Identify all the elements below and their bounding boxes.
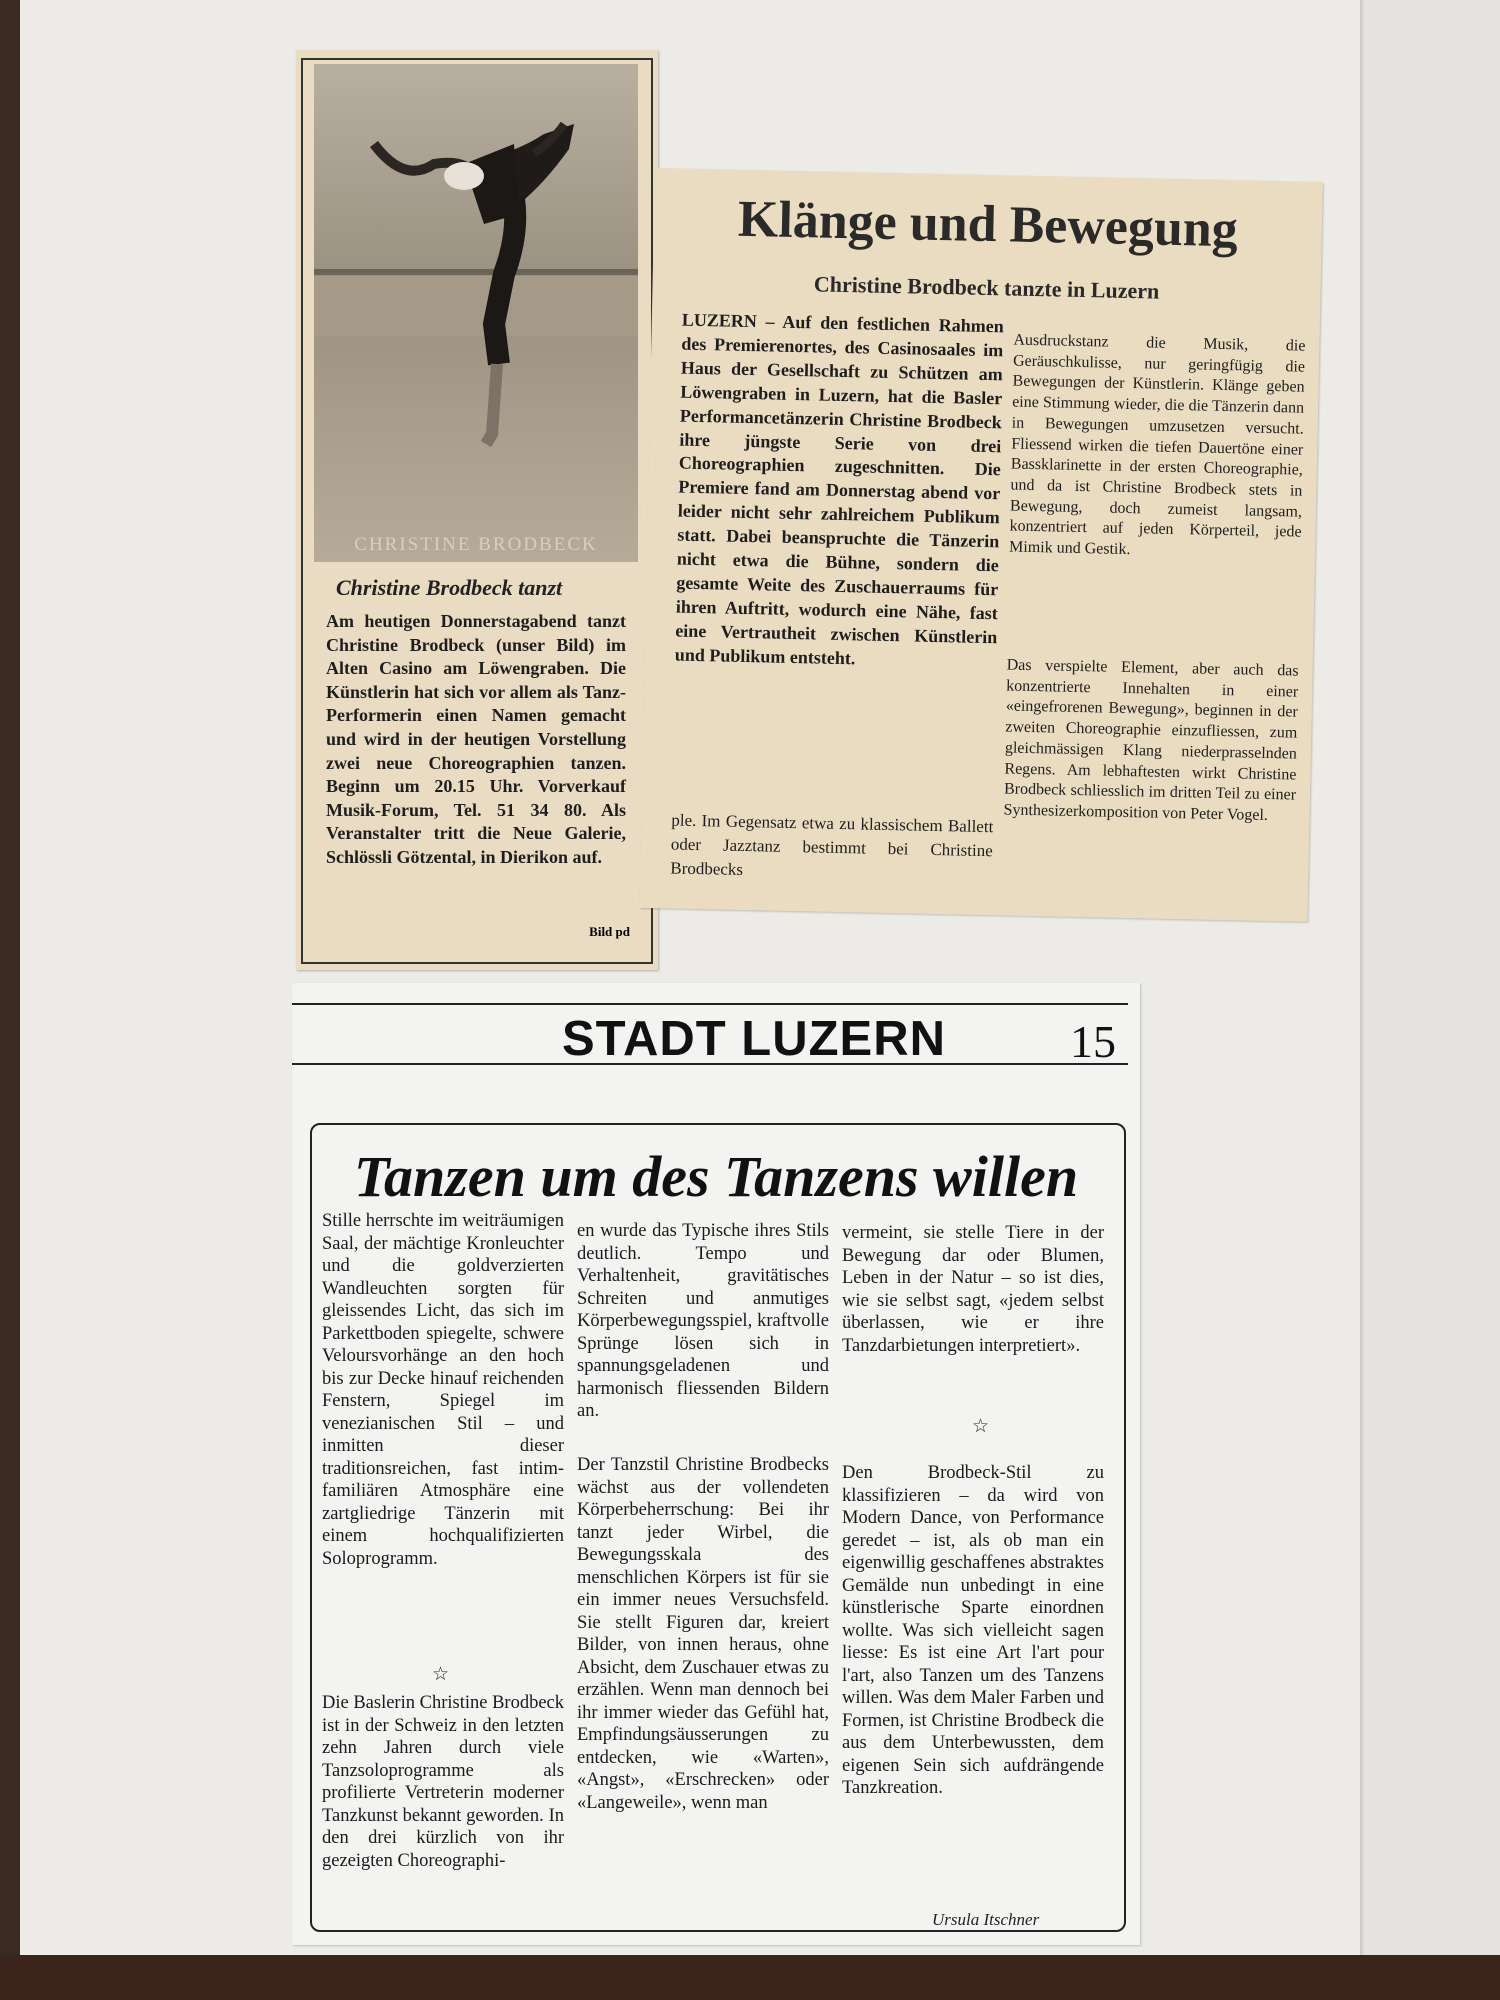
review-headline: Klänge und Bewegung: [737, 190, 1239, 259]
section-title: STADT LUZERN: [562, 1012, 946, 1066]
clipping-feature: [292, 983, 1140, 1945]
table-surface: [0, 1955, 1500, 2000]
announcement-body: Am heutigen Donnerstagabend tanzt Christine Brodbeck (unser Bild) im Alten Casino am Löwengraben. Die Künstlerin hat sich vor allem als Tanz-Performerin einen Namen gemacht und wird in der heutigen Vorstellung zwei neue Choreographien tanzen. Beginn um 20.15 Uhr. Vorverkauf Musik-Forum, Tel. 51 34 80. Als Veranstalter tritt die Neue Galerie, Schlössli Götzental, in Dierikon auf.: [326, 611, 626, 867]
facing-page: [1365, 0, 1500, 2000]
clipping-announcement: [296, 50, 658, 970]
photo-credit: Bild pd: [589, 924, 630, 939]
section-rule-bottom: [292, 1063, 1128, 1065]
feature-column2-paragraph2: Der Tanzstil Christine Brodbecks wächst aus der vollendeten Körperbeherrschung: Bei ihr tanzt jeder Wirbel, die Bewegungsskala des menschlichen Körpers ist für sie ein immer neues Versuchsfeld. Sie stellt Figuren dar, kreiert Bilder, von innen heraus, ohne Absicht, dem Zuschauer etwas zu erzählen. Wenn man dennoch bei ihr immer wieder das Gefühl hat, Empfindungsäusserungen zu entdecken, wie «Warten», «Angst», «Erschrecken» oder «Langeweile», wenn man: [577, 1455, 829, 1813]
clipping-review: [640, 168, 1323, 922]
star-separator: ☆: [972, 1416, 990, 1437]
author-byline: Ursula Itschner: [932, 1910, 1040, 1929]
review-column1-end: ple. Im Gegensatz etwa zu klassischem Ballett oder Jazztanz bestimmt bei Christine Brodbecks: [670, 810, 994, 879]
feature-column1-paragraph2: Die Baslerin Christine Brodbeck ist in der Schweiz in den letzten zehn Jahren durch viele Tanzsoloprogramme als profilierte Vertreterin moderner Tanzkunst bekannt geworden. In den drei kürzlich von ihr gezeigten Choreographi-: [322, 1693, 564, 1871]
star-separator: ☆: [432, 1664, 450, 1685]
dancer-photo: [314, 64, 638, 562]
announcement-headline: Christine Brodbeck tanzt: [336, 575, 563, 600]
review-subheadline: Christine Brodbeck tanzte in Luzern: [813, 271, 1160, 304]
feature-column3-paragraph1: vermeint, sie stelle Tiere in der Bewegung dar oder Blumen, Leben in der Natur – so ist dies, wie sie selbst sagt, «jedem selbst überlassen, wie er ihre Tanzdarbietungen interpretiert».: [842, 1223, 1104, 1356]
review-column2-paragraph2: Das verspielte Element, aber auch das konzentrierte Innehalten in einer «eingefrorenen Bewegung», beginnen in der zweiten Choreographie einzufliessen, zum gleichmässigen Klang niederprasselnden Regens. Am lebhaftesten wirkt Christine Brodbeck schliesslich im dritten Teil zu einer Synthesizerkomposition von Peter Vogel.: [1003, 656, 1299, 824]
photo-caption-overlay: CHRISTINE BRODBECK: [354, 534, 598, 555]
page-number: 15: [1070, 1016, 1116, 1067]
dancer-figure-image: [314, 64, 638, 562]
feature-column1-paragraph1: Stille herrschte im weiträumigen Saal, der mächtige Kronleuchter und die goldverzierten Wandleuchten sorgten für gleissendes Licht, das sich im Parkettboden spiegelte, schwere Veloursvorhänge an den hoch bis zur Decke hinauf reichenden Fenstern, Spiegel im venezianischen Stil – und inmitten dieser traditionsreichen, fast intim-familiären Atmosphäre eine zartgliedrige Tänzerin mit einem hochqualifizierten Soloprogramm.: [322, 1211, 564, 1569]
feature-headline: Tanzen um des Tanzens willen: [353, 1144, 1079, 1209]
section-rule-top: [292, 1003, 1128, 1005]
feature-column2-paragraph1: en wurde das Typische ihres Stils deutlich. Tempo und Verhaltenheit, gravitätisches Schreiten und anmutiges Körperbewegungsspiel, kraftvolle Sprünge lösen sich in spannungsgeladenen und harmonisch fliessenden Bildern an.: [577, 1221, 829, 1421]
review-column2-paragraph1: Ausdruckstanz die Musik, die Geräuschkulisse, nur geringfügig die Bewegungen der Künstlerin. Klänge geben eine Stimmung wieder, die die Tänzerin dann in Bewegungen umzusetzen versucht. Fliessend wirken die tiefen Dauertöne einer Bassklarinette in der ersten Choreographie, und da ist Christine Brodbeck stets in Bewegung, doch zumeist langsam, konzentriert auf jeden Körperteil, jede Mimik und Gestik.: [1008, 331, 1306, 559]
review-lead-paragraph: LUZERN – Auf den festlichen Rahmen des Premierenortes, des Casinosaales im Haus der Gesellschaft zu Schützen am Löwengraben in Luzern, hat die Basler Performancetänzerin Christine Brodbeck ihre jüngste Serie von drei Choreographien zugeschnitten. Die Premiere fand am Donnerstag abend vor leider nicht sehr zahlreichem Publikum statt. Dabei beanspruchte die Tänzerin nicht etwa die Bühne, sondern die gesamte Weite des Zuschauerraums für ihren Auftritt, wodurch eine Nähe, fast eine Vertrautheit zwischen Künstlerin und Publikum entsteht.: [674, 309, 1004, 668]
feature-column3-paragraph2: Den Brodbeck-Stil zu klassifizieren – da wird von Modern Dance, von Performance geredet – ist, als ob man ein eigenwillig geschaffenes abstraktes Gemälde nun unbedingt in eine künstlerische Sparte einordnen wollte. Was sich vielleicht sagen liesse: Es ist eine Art l'art pour l'art, also Tanzen um des Tanzens willen. Was dem Maler Farben und Formen, ist Christine Brodbeck die aus dem Unterbewussten, dem eigenen Sein sich aufdrängende Tanzkreation.: [842, 1463, 1104, 1798]
